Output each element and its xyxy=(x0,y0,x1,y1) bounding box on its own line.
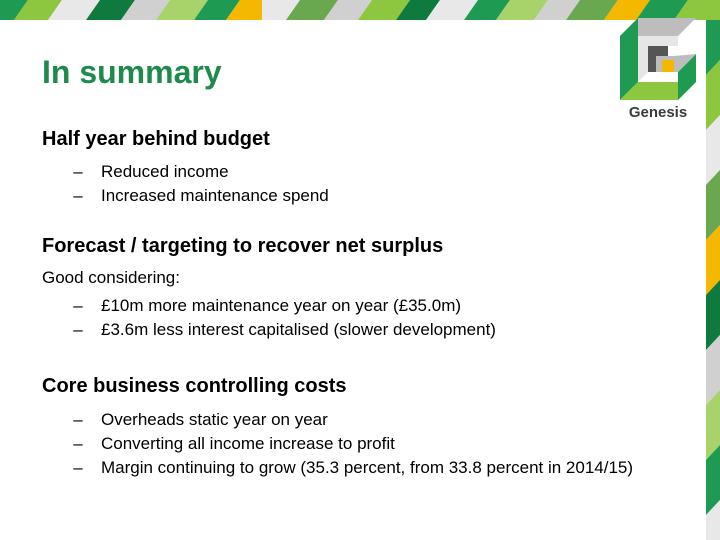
section-heading-core-business: Core business controlling costs xyxy=(42,375,347,397)
top-decorative-band xyxy=(0,0,720,20)
bullet-text: Margin continuing to grow (35.3 percent, from 33.8 percent in 2014/15) xyxy=(101,458,634,477)
bullet-dash: – xyxy=(73,320,83,339)
bullet-dash: – xyxy=(73,186,83,205)
right-decorative-band xyxy=(706,20,720,540)
genesis-g-logo-icon xyxy=(618,16,698,102)
bullet-text: £10m more maintenance year on year (£35.0m) xyxy=(101,296,462,315)
list-item xyxy=(68,184,628,208)
bullet-dash: – xyxy=(73,434,83,453)
forecast-intro-text: Good considering: xyxy=(42,268,180,287)
bullet-text: Converting all income increase to profit xyxy=(101,434,395,453)
core-business-bullet-list xyxy=(68,408,658,480)
bullet-dash: – xyxy=(73,458,83,477)
section-heading-forecast: Forecast / targeting to recover net surplus xyxy=(42,235,444,257)
section-heading-budget: Half year behind budget xyxy=(42,128,270,150)
bullet-text: Increased maintenance spend xyxy=(101,186,329,205)
logo-wordmark: Genesis xyxy=(628,104,688,121)
list-item xyxy=(68,432,658,456)
list-item xyxy=(68,318,648,342)
bullet-text: Reduced income xyxy=(101,162,229,181)
bullet-dash: – xyxy=(73,162,83,181)
list-item xyxy=(68,456,658,480)
genesis-logo xyxy=(618,16,698,126)
bullet-dash: – xyxy=(73,410,83,429)
forecast-bullet-list xyxy=(68,294,648,342)
budget-bullet-list xyxy=(68,160,628,208)
list-item xyxy=(68,160,628,184)
bullet-dash: – xyxy=(73,296,83,315)
slide-title: In summary xyxy=(42,54,222,90)
bullet-text: Overheads static year on year xyxy=(101,410,328,429)
list-item xyxy=(68,408,658,432)
list-item xyxy=(68,294,648,318)
bullet-text: £3.6m less interest capitalised (slower development) xyxy=(101,320,496,339)
